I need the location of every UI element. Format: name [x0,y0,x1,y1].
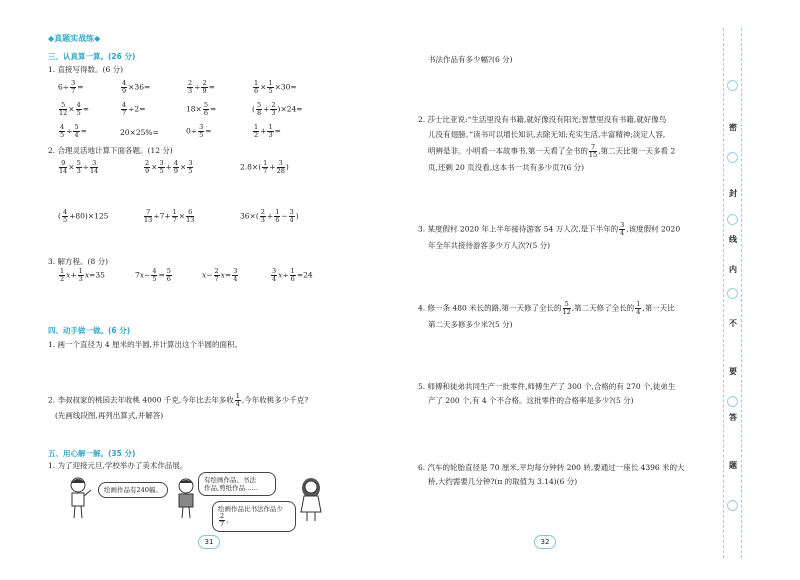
page-number: 31 [198,535,220,549]
r-q3-line1: 3. 某度假村 2020 年上半年接待游客 54 万人次,是下半年的 $\frac{3}{4}$ ,该度假村 2020 [418,221,681,237]
seal-dot [727,500,738,511]
section-header: ◆真题实战练◆ [48,34,101,43]
equation-item: $\frac{3}{4}$ x÷ $\frac{1}{6}$ =24 [272,267,313,283]
r-q2-line3: 明辨是非。小明看一本故事书,第一天看了全书的 $\frac{7}{15}$ ,第二天比第一天多看 2 [428,143,676,159]
r-q2-line2: 儿没有翅膀。”读书可以增长知识,去除无知;充实生活,丰富精神;淡定人容, [428,130,666,139]
seal-dot [727,396,738,407]
seal-char: 内 [729,265,737,274]
seal-char: 题 [729,461,737,470]
r-q2-line1: 2. 莎士比亚说:“生活里没有书籍,就好像没有阳光;智慧里没有书籍,就好像鸟 [418,115,667,124]
r-q6-line2: 桥,大约需要几分钟?(π 的取值为 3.14)(6 分) [428,477,578,486]
calc-item: 2.8×( $\frac{1}{7}$ + $\frac{3}{28}$ ) [240,159,289,175]
calc-item: $\frac{1}{6}$ × $\frac{1}{5}$ ×30= [254,79,297,95]
q3-title: 3. 解方程。(8 分) [48,257,109,266]
r-q4-line2: 第二天多修多少米?(5 分) [428,320,513,329]
calc-item: 18× $\frac{5}{6}$ = [186,101,217,117]
seal-line-left [723,28,724,558]
r-q6-line1: 6. 汽车的轮胎直径是 70 厘米,平均每分钟转 200 转,要通过一座长 4396 米的大 [418,463,685,472]
r-q5-line2: 产了 200 个,有 4 个不合格。这批零件的合格率是多少?(5 分) [428,396,634,405]
speech-bubble-3: 绘画作品比书法作品少 $\frac{2}{7}$ 。 [212,501,296,532]
right-page [400,0,800,580]
seal-dot [727,214,738,225]
r-q4-line1: 4. 修一条 480 米长的路,第一天修了全长的 $\frac{5}{12}$ ,第二天修了全长的 $\frac{1}{4}$ ,第一天比 [418,300,675,316]
s4-q2: 2. 李叔叔家的桃园去年收桃 4000 千克,今年比去年多收 $\frac{1}{4}$ ,今年收桃多少千克? [48,392,309,408]
page-number: 32 [534,535,556,549]
calc-item: $\frac{2}{3}$ ÷ $\frac{2}{9}$ = [188,79,215,95]
calc-item: 36×( $\frac{2}{3}$ + $\frac{1}{6}$ − $\frac{3}{4}$ ) [240,208,299,224]
calc-item: 6÷ $\frac{3}{7}$ = [58,79,84,95]
seal-char: 线 [729,235,737,244]
calc-item: ( $\frac{5}{8}$ + $\frac{2}{3}$ )×24= [252,101,303,117]
calc-item: 0÷ $\frac{3}{5}$ = [186,123,212,139]
calc-item: $\frac{5}{12}$ × $\frac{4}{5}$ = [59,101,90,117]
speech-bubble-2: 有绘画作品、书法 作品,剪纸作品…… [198,472,276,496]
q1-title: 1. 直接写得数。(6 分) [48,65,124,74]
seal-dot [727,288,738,299]
q2-title: 2. 合理灵活地计算下面各题。(12 分) [48,146,173,155]
calc-item: 20×25%= [120,128,159,137]
r-q5-line1: 5. 师傅和徒弟共同生产一批零件,师傅生产了 300 个,合格的有 270 个,徒弟生 [418,382,676,391]
seal-line-right [741,28,742,558]
s4-q1: 1. 画一个直径为 4 厘米的半圆,并计算出这个半圆的面积。 [48,340,242,349]
equation-item: 7x− $\frac{4}{5}$ = $\frac{5}{6}$ [135,267,171,283]
r-q1-tail: 书法作品有多少幅?(6 分) [428,55,513,64]
calc-item: $\frac{2}{9}$ × $\frac{3}{5}$ + $\frac{4}{9}$ × $\frac{3}{5}$ [145,159,193,175]
seal-dot [727,152,738,163]
r-q2-line4: 页,还剩 20 页没看,这本书一共有多少页?(6 分) [428,163,585,172]
seal-char: 要 [729,367,737,376]
seal-dot [727,80,738,91]
calc-item: $\frac{4}{9}$ ×36= [122,79,151,95]
calc-item: ( $\frac{4}{5}$ +80)×125 [58,208,109,224]
calc-item: $\frac{1}{2}$ + $\frac{1}{3}$ = [254,123,281,139]
calc-item: $\frac{7}{13}$ ÷7+ $\frac{1}{7}$ × $\frac{6}{13}$ [144,208,195,224]
section-5-title: 五、用心解一解。(35 分) [48,449,136,458]
r-q3-line2: 年全年共接待游客多少万人次?(5 分) [428,241,551,250]
calc-item: $\frac{9}{14}$ × $\frac{5}{3}$ ÷ $\frac{3}{14}$ [59,159,99,175]
section-3-title: 三、认真算一算。(26 分) [48,52,136,61]
seal-char: 答 [729,413,737,422]
seal-char: 封 [729,189,737,198]
student-figure-3 [293,476,329,522]
seal-char: 密 [729,123,737,132]
seal-char: 不 [729,319,737,328]
speech-bubble-1: 绘画作品有240幅。 [98,482,168,498]
equation-item: x− $\frac{2}{7}$ x= $\frac{3}{4}$ [202,267,238,283]
calc-item: $\frac{4}{5}$ ÷ $\frac{5}{4}$ = [60,123,87,139]
section-4-title: 四、动手做一做。(6 分) [48,326,131,335]
s5-q1: 1. 为了迎接元旦,学校举办了美术作品展。 [48,461,188,470]
equation-item: $\frac{1}{2}$ x+ $\frac{1}{3}$ x=35 [60,267,105,283]
calc-item: $\frac{4}{7}$ ÷2= [122,101,146,117]
student-figure-1 [58,475,98,520]
s4-q2-note: (先画线段图,再列出算式,并解答) [55,411,164,420]
